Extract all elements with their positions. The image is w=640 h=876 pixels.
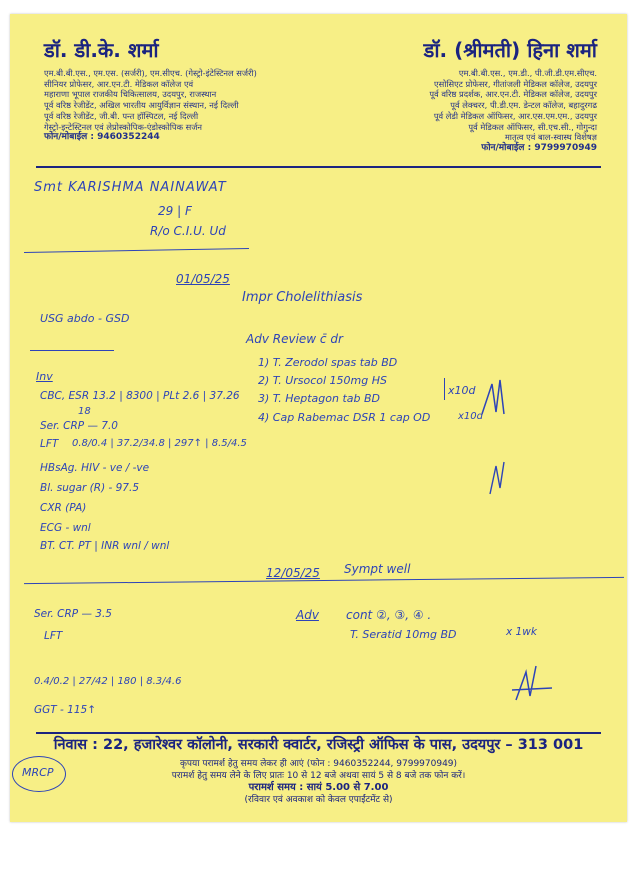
continue-meds: cont ②, ③, ④ .: [346, 608, 432, 622]
ggt-result: GGT - 115↑: [34, 704, 96, 716]
left-doctor-phone: फोन/मोबाईल : 9460352244: [44, 132, 160, 143]
med-bracket: [436, 378, 445, 400]
left-doctor-line: एम.बी.बी.एस., एम.एस. (सर्जरी), एम.सीएच. (गेस्ट्रो-इंटेस्टिनल सर्जरी): [44, 68, 257, 78]
lft-label: LFT: [40, 438, 59, 450]
footer-line: परामर्श हेतु समय लेने के लिए प्रातः 10 से 12 बजे अथवा सायं 5 से 8 बजे तक फोन करें।: [171, 771, 466, 781]
right-doctor-line: पूर्व वरिष्ठ प्रदर्शक, आर.एन.टी. मेडिकल कॉलेज, उदयपुर: [429, 89, 597, 100]
consult-timing: परामर्श समय : सायं 5.00 से 7.00: [248, 782, 389, 793]
patient-age-sex: 29 | F: [158, 204, 192, 218]
right-doctor-line: पूर्व लेडी मेडिकल ऑफिसर, आर.एस.एम.एम., उदयपुर: [433, 110, 597, 121]
prescription-sheet: [10, 14, 627, 822]
left-doctor-name: डॉ. डी.के. शर्मा: [44, 38, 159, 62]
course-duration-3: x 1wk: [506, 626, 537, 638]
pen-divider: [24, 577, 624, 584]
left-doctor-line: पूर्व वरिष्ठ रेजीडेंट, अखिल भारतीय आयुर्विज्ञान संस्थान, नई दिल्ली: [44, 100, 239, 111]
ecg-result: ECG - wnl: [40, 522, 91, 534]
med-4: 4) Cap Rabemac DSR 1 cap OD: [258, 411, 431, 424]
investigations-label: Inv: [36, 370, 53, 383]
patient-residence: R/o C.I.U. Ud: [150, 224, 226, 238]
left-doctor-line: सीनियर प्रोफेसर, आर.एन.टी. मेडिकल कॉलेज एवं: [44, 78, 194, 89]
right-doctor-line: एम.बी.बी.एस., एम.डी., पी.जी.डी.एम.सीएच.: [458, 68, 597, 78]
pen-underline: [30, 350, 114, 351]
right-doctor-block: [424, 36, 597, 154]
right-doctor-phone: फोन/मोबाईल : 9799970949: [481, 142, 597, 153]
right-doctor-name: डॉ. (श्रीमती) हिना शर्मा: [423, 38, 597, 62]
ser-crp-followup: Ser. CRP — 3.5: [34, 608, 112, 620]
visit2-note: Sympt well: [344, 562, 411, 576]
patient-name: Smt KARISHMA NAINAWAT: [34, 180, 227, 195]
med-3: 3) T. Heptagon tab BD: [258, 392, 380, 405]
cxr-result: CXR (PA): [40, 502, 87, 514]
blood-sugar-result: Bl. sugar (R) - 97.5: [40, 482, 140, 494]
doctor-signature: [470, 374, 530, 434]
clinic-address: निवास : 22, हजारेश्वर कॉलोनी, सरकारी क्वार्टर, रजिस्ट्री ऑफिस के पास, उदयपुर – 313 001: [53, 737, 584, 753]
pen-underline: [24, 248, 249, 253]
crp-result: Ser. CRP — 7.0: [40, 420, 118, 432]
esr-result: 18: [78, 406, 91, 417]
advice-2-label: Adv: [296, 608, 319, 622]
usg-finding: USG abdo - GSD: [40, 312, 130, 325]
advice-line: Adv Review c̄ dr: [246, 332, 343, 346]
visit1-impression: Impr Cholelithiasis: [242, 290, 363, 305]
lft-followup-label: LFT: [44, 630, 63, 642]
header-divider: [36, 166, 601, 168]
lft-result: 0.8/0.4 | 37.2/34.8 | 297↑ | 8.5/4.5: [72, 438, 247, 449]
hbsag-result: HBsAg. HIV - ve / -ve: [40, 462, 150, 474]
mrcp-note: MRCP: [22, 766, 54, 779]
doctor-signature: [508, 660, 558, 710]
cbc-result: CBC, ESR 13.2 | 8300 | PLt 2.6 | 37.26: [40, 390, 240, 402]
footer-line: कृपया परामर्श हेतु समय लेकर ही आएं (फोन : 9460352244, 9799970949): [179, 759, 458, 769]
coag-result: BT. CT. PT | INR wnl / wnl: [40, 540, 170, 552]
right-doctor-line: मातृत्व एवं बाल-स्वास्थ विशेषज्ञ: [504, 132, 597, 143]
med-2: 2) T. Ursocol 150mg HS: [258, 374, 388, 387]
med-1: 1) T. Zerodol spas tab BD: [258, 356, 398, 369]
course-duration: x10d: [448, 384, 476, 397]
med-5: T. Seratid 10mg BD: [350, 628, 457, 641]
doctor-signature: [484, 458, 514, 498]
right-doctor-line: एसोसिएट प्रोफेसर, गीतांजली मेडिकल कॉलेज, उदयपुर: [434, 78, 597, 89]
right-doctor-line: पूर्व मेडिकल ऑफिसर, सी.एच.सी., गोगुन्दा: [468, 121, 597, 132]
left-doctor-line: महाराणा भूपाल राजकीय चिकित्सालय, उदयपुर, राजस्थान: [44, 89, 217, 100]
visit2-date: 12/05/25: [266, 566, 320, 580]
right-doctor-line: पूर्व लेक्चरर, पी.डी.एम. डेन्टल कॉलेज, बहादुरगढ: [450, 100, 597, 111]
lft-followup-result: 0.4/0.2 | 27/42 | 180 | 8.3/4.6: [34, 676, 182, 687]
left-doctor-line: पूर्व वरिष्ठ रेजीडेंट, जी.बी. पन्त हॉस्पिटल, नई दिल्ली: [44, 110, 199, 121]
visit1-date: 01/05/25: [176, 272, 230, 286]
footer-block: [10, 734, 627, 806]
left-doctor-line: गेस्ट्रो-इन्टेस्टिनल एवं लेप्रोस्कोपिक-एंडोस्कोपिक सर्जन: [44, 121, 202, 132]
footer-line: (रविवार एवं अवकाश को केवल एपाईंटमेंट से): [244, 795, 393, 805]
left-doctor-block: [44, 36, 257, 143]
course-duration-2: x10d: [458, 411, 483, 422]
